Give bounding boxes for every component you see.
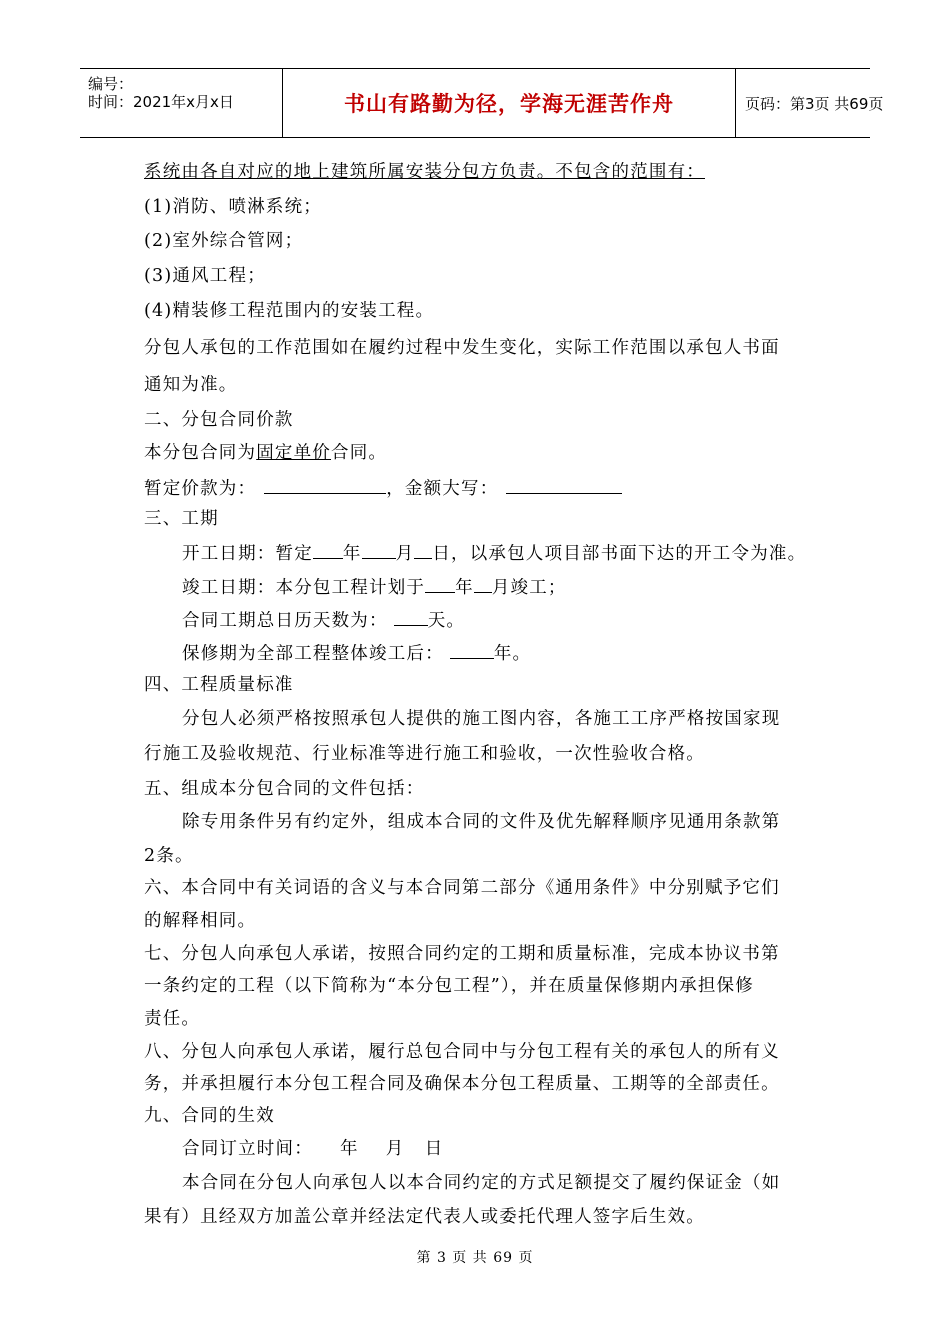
year-label: 年 — [342, 544, 362, 564]
contract-type-value: 固定单价 — [256, 443, 332, 463]
paragraph-line: 分包人承包的工作范围如在履约过程中发生变化，实际工作范围以承包人书面 — [144, 338, 780, 358]
paragraph-line: 的解释相同。 — [144, 911, 257, 931]
start-date-suffix: 日，以承包人项目部书面下达的开工令为准。 — [432, 544, 807, 564]
header-page-code: 页码：第3页 共69页 — [745, 94, 884, 113]
month-label: 月 — [395, 544, 415, 564]
completion-date-line — [182, 575, 567, 599]
warranty-line — [182, 641, 531, 665]
duration-label: 合同工期总日历天数为： — [182, 611, 388, 631]
paragraph-line: 一条约定的工程（以下简称为“本分包工程”），并在质量保修期内承担保修 — [144, 976, 754, 996]
header-motto: 书山有路勤为径，学海无涯苦作舟 — [344, 92, 674, 116]
paragraph-line: 六、本合同中有关词语的含义与本合同第二部分《通用条件》中分别赋予它们 — [144, 878, 780, 898]
header-meta — [80, 69, 280, 137]
paragraph-line: 务，并承担履行本分包工程合同及确保本分包工程质量、工期等的全部责任。 — [144, 1074, 780, 1094]
provisional-price-line — [144, 476, 622, 500]
section-heading: 三、工期 — [144, 509, 219, 529]
completion-date-label: 竣工日期：本分包工程计划于 — [182, 578, 426, 598]
month-blank — [362, 541, 396, 559]
document-date-label: 时间：2021年x月x日 — [88, 93, 234, 111]
list-item: (1)消防、喷淋系统； — [144, 197, 322, 217]
warranty-suffix: 年。 — [493, 644, 532, 664]
signing-date-line: 合同订立时间： 年 月 日 — [182, 1139, 444, 1159]
duration-line — [182, 608, 465, 632]
paragraph-line: 除专用条件另有约定外，组成本合同的文件及优先解释顺序见通用条款第 — [182, 812, 781, 832]
paragraph-line: 七、分包人向承包人承诺，按照合同约定的工期和质量标准，完成本协议书第 — [144, 944, 780, 964]
duration-blank — [394, 608, 428, 626]
paragraph-line: 八、分包人向承包人承诺，履行总包合同中与分包工程有关的承包人的所有义 — [144, 1042, 780, 1062]
paragraph-line: 行施工及验收规范、行业标准等进行施工和验收，一次性验收合格。 — [144, 744, 705, 764]
section-heading: 九、合同的生效 — [144, 1106, 275, 1126]
page-header — [80, 68, 884, 138]
provisional-price-label: 暂定价款为： — [144, 479, 257, 499]
paragraph-line: 2条。 — [144, 846, 194, 866]
paragraph-line: 通知为准。 — [144, 375, 238, 395]
header-motto-cell — [282, 69, 736, 137]
section-heading: 五、组成本分包合同的文件包括： — [144, 779, 425, 799]
list-item: (2)室外综合管网； — [144, 231, 304, 251]
warranty-blank — [450, 641, 494, 659]
contract-type-line — [144, 442, 387, 464]
header-page-cell — [735, 69, 884, 137]
paragraph-line: 果有）且经双方加盖公章并经法定代表人或委托代理人签字后生效。 — [144, 1207, 705, 1227]
year-blank — [313, 541, 343, 559]
paragraph-line: 责任。 — [144, 1009, 201, 1029]
list-item: (3)通风工程； — [144, 266, 266, 286]
section-heading: 四、工程质量标准 — [144, 675, 294, 695]
start-date-line — [182, 541, 806, 565]
month-blank — [474, 575, 492, 593]
year-label: 年 — [455, 578, 474, 598]
paragraph-line: 系统由各自对应的地上建筑所属安装分包方负责。不包含的范围有： — [144, 162, 705, 182]
contract-type-suffix: 合同。 — [331, 443, 388, 463]
amount-in-words-blank — [506, 476, 622, 494]
document-number-label: 编号： — [88, 75, 134, 93]
amount-in-words-label: ，金额大写： — [386, 479, 499, 499]
section-heading: 二、分包合同价款 — [144, 410, 294, 430]
list-item: (4)精装修工程范围内的安装工程。 — [144, 301, 435, 321]
paragraph-line: 分包人必须严格按照承包人提供的施工图内容，各施工工序严格按国家现 — [182, 709, 781, 729]
completion-date-suffix: 月竣工； — [491, 578, 567, 598]
paragraph-line: 本合同在分包人向承包人以本合同约定的方式足额提交了履约保证金（如 — [182, 1173, 781, 1193]
duration-suffix: 天。 — [427, 611, 466, 631]
day-blank — [414, 541, 432, 559]
contract-type-prefix: 本分包合同为 — [144, 443, 257, 463]
year-blank — [425, 575, 455, 593]
warranty-label: 保修期为全部工程整体竣工后： — [182, 644, 444, 664]
start-date-label: 开工日期：暂定 — [182, 544, 313, 564]
provisional-price-blank — [264, 476, 386, 494]
page-footer: 第 3 页 共 69 页 — [416, 1250, 534, 1266]
